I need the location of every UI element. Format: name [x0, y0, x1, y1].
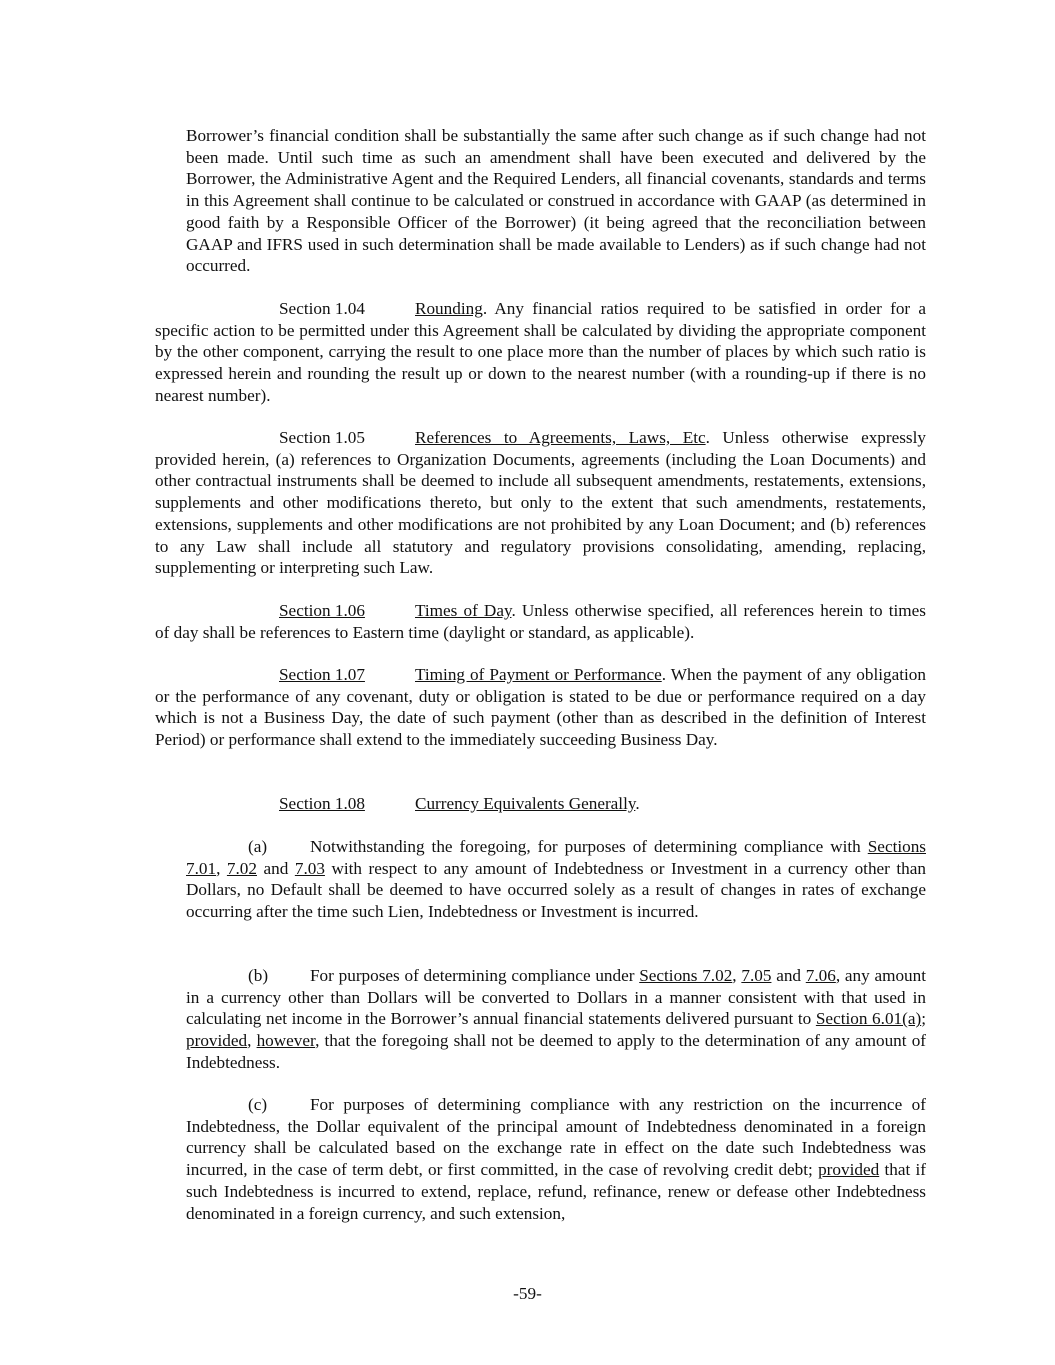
section-number: Section 1.04	[279, 299, 365, 318]
section-1-08	[155, 793, 926, 815]
section-title: Timing of Payment or Performance	[415, 665, 662, 684]
section-body: . Unless otherwise expressly provided herein, (a) references to Organization Documents, agreements (including the Loan Documents) and other contractual instruments shall be deemed to include all subsequent amendments, restatements, extensions, supplements and other modifications thereto, but only to the extent that such amendments, restatements, extensions, supplements and other modifications are not prohibited by any Loan Document; and (b) references to any Law shall include all statutory and regulatory provisions consolidating, amending, replacing, supplementing or interpreting such Law.	[155, 428, 926, 578]
subsection-label: (c)	[248, 1095, 268, 1114]
cross-reference: 7.06	[805, 966, 836, 985]
section-1-04	[155, 298, 926, 407]
section-1-06	[155, 600, 926, 643]
subsection-label: (a)	[248, 837, 268, 856]
page-number: -59-	[513, 1284, 542, 1303]
emphasis-provided: provided	[186, 1031, 248, 1051]
section-body: . When the payment of any obligation or the performance of any covenant, duty or obligation is stated to be due or performance required on a day which is not a Business Day, the date of such payment (other than as described in the definition of Interest Period) or performance shall extend to the immediately succeeding Business Day.	[155, 665, 926, 750]
subsection-b: (b) For purposes of determining compliance under Sections 7.02, 7.05 and 7.06, any amount in a currency other than Dollars will be converted to Dollars in a manner consistent with that used in calculating net income in the Borrower’s annual financial statements delivered pursuant to Section 6.01(a); provided, however, that the foregoing shall not be deemed to apply to the determination of any amount of Indebtedness.	[186, 966, 927, 1072]
section-title: Times of Day	[415, 601, 512, 620]
cross-reference: Section 6.01(a)	[815, 1009, 922, 1029]
section-title: References to Agreements, Laws, Etc	[415, 428, 706, 447]
cross-reference: Sections 7.01	[186, 837, 926, 878]
emphasis-provided: provided	[818, 1160, 880, 1180]
section-number: Section 1.05	[279, 428, 365, 447]
subsection-a: (a) Notwithstanding the foregoing, for purposes of determining compliance with Sections 7.01, 7.02 and 7.03 with respect to any amount of Indebtedness or Investment in a currency other than Dollars, no Default shall be deemed to have occurred solely as a result of changes in rates of exchange occurring after the time such Lien, Indebtedness or Investment is incurred.	[186, 837, 927, 922]
section-title: Currency Equivalents Generally	[415, 794, 636, 813]
section-number: Section 1.06	[279, 601, 365, 620]
emphasis-however: however	[256, 1031, 316, 1051]
cross-reference: 7.05	[741, 966, 772, 985]
section-number: Section 1.08	[279, 794, 365, 813]
section-1-07	[155, 664, 926, 751]
subsection-c: (c) For purposes of determining compliance with any restriction on the incurrence of Indebtedness, the Dollar equivalent of the principal amount of Indebtedness denominated in a foreign currency shall be calculated based on the exchange rate in effect on the date such Indebtedness was incurred, in the case of term debt, or first committed, in the case of revolving credit debt; provided that if such Indebtedness is incurred to extend, replace, refund, refinance, renew or defease other Indebtedness denominated in a foreign currency, and such extension,	[186, 1095, 926, 1223]
section-body: . Any financial ratios required to be satisfied in order for a specific action to be permitted under this Agreement shall be calculated by dividing the appropriate component by the other component, carrying the result to one place more than the number of places by which such ratio is expressed herein and rounding the result up or down to the nearest number (with a rounding-up if there is no nearest number).	[155, 299, 926, 405]
section-body: . Unless otherwise specified, all references herein to times of day shall be references to Eastern time (daylight or standard, as applicable).	[155, 601, 926, 642]
subsection-label: (b)	[248, 966, 269, 985]
cross-reference: 7.03	[294, 858, 325, 878]
section-1-05	[155, 427, 926, 579]
cross-reference: 7.02	[226, 858, 257, 878]
continued-paragraph	[186, 125, 926, 277]
section-body: .	[635, 794, 640, 813]
paragraph-text: Borrower’s financial condition shall be substantially the same after such change as if such change had not been made. Until such time as such an amendment shall have been executed and delivered by the Borrower, the Administrative Agent and the Required Lenders, all financial covenants, standards and terms in this Agreement shall continue to be calculated or construed in accordance with GAAP (as determined in good faith by a Responsible Officer of the Borrower) (it being agreed that the reconciliation between GAAP and IFRS used in such determination shall be made available to Lenders) as if such change had not occurred.	[186, 126, 926, 276]
cross-reference: Sections 7.02	[639, 966, 733, 985]
section-title: Rounding	[415, 299, 483, 318]
section-number: Section 1.07	[279, 665, 365, 684]
